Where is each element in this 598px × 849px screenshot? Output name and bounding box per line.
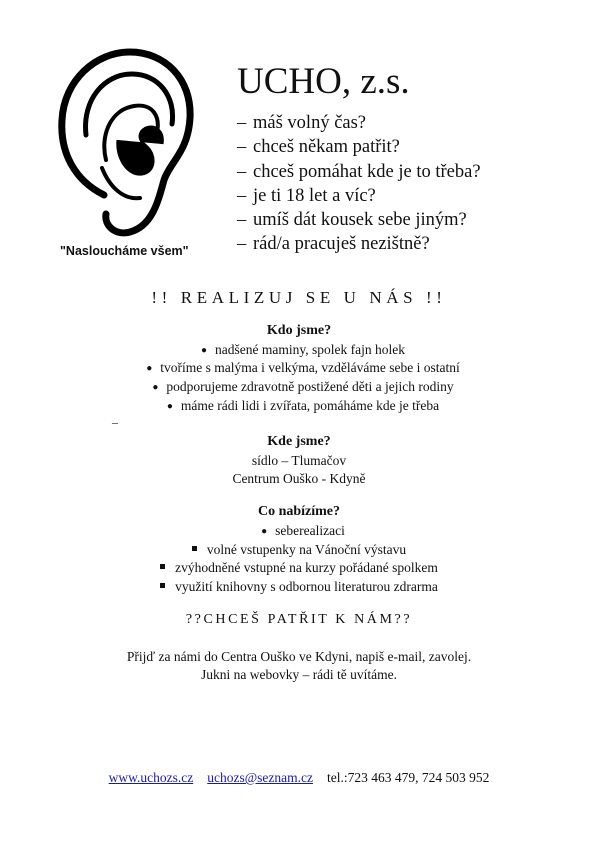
who-heading: Kdo jsme? (266, 323, 332, 338)
address-line: Centrum Ouško - Kdyně (232, 471, 366, 486)
list-item: zvýhodněné vstupné na kurzy pořádané spolkem (0, 559, 598, 576)
slogan: "Nasloucháme všem" (60, 244, 189, 258)
bullet-icon: ● (152, 382, 159, 393)
square-bullet-icon (160, 583, 165, 588)
list-item: – chceš pomáhat kde je to třeba? (237, 161, 481, 182)
ear-icon (46, 40, 206, 240)
invite-line: Přijď za námi do Centra Ouško ve Kdyni, napiš e-mail, zavolej. (126, 649, 472, 664)
footer (0, 770, 598, 786)
address-line: sídlo – Tlumačov (251, 453, 347, 468)
phone-text: tel.:723 463 479, 724 503 952 (326, 770, 490, 785)
tagline: ??CHCEŠ PATŘIT K NÁM?? (185, 612, 413, 627)
bullet-icon: ● (261, 526, 268, 537)
list-item: využití knihovny s odbornou literaturou zdrarma (0, 578, 598, 595)
square-bullet-icon (160, 564, 165, 569)
list-item: – chceš někam patřit? (237, 137, 400, 158)
bullet-icon: ● (146, 363, 153, 374)
question-list (237, 111, 481, 257)
list-item: ● podporujeme zdravotně postižené děti a jejich rodiny (0, 378, 598, 396)
stray-dash: – (112, 415, 118, 429)
list-item: ● máme rádi lidi i zvířata, pomáháme kde je třeba (0, 397, 598, 415)
list-item: – máš volný čas? (237, 113, 367, 133)
page-title: UCHO, z.s. (237, 61, 410, 102)
bullet-icon: ● (166, 401, 173, 412)
list-item: volné vstupenky na Vánoční výstavu (0, 541, 598, 558)
where-heading: Kde jsme? (267, 434, 331, 449)
list-item: ● seberealizaci (0, 522, 598, 540)
invite-line: Jukni na webovky – rádi tě uvítáme. (200, 667, 398, 682)
website-link[interactable]: www.uchozs.cz (108, 770, 194, 785)
headline: !! REALIZUJ SE U NÁS !! (151, 288, 447, 307)
list-item: ● tvoříme s malýma i velkýma, vzděláváme sebe i ostatní (0, 359, 598, 377)
email-link[interactable]: uchozs@seznam.cz (207, 770, 313, 785)
bullet-icon: ● (200, 345, 208, 356)
list-item: – rád/a pracuješ nezištně? (237, 234, 430, 255)
offer-heading: Co nabízíme? (257, 504, 341, 519)
square-bullet-icon (192, 546, 197, 551)
list-item: – umíš dát kousek sebe jiným? (237, 210, 467, 231)
list-item: ● nadšené maminy, spolek fajn holek (0, 341, 598, 359)
list-item: – je ti 18 let a víc? (237, 185, 376, 206)
